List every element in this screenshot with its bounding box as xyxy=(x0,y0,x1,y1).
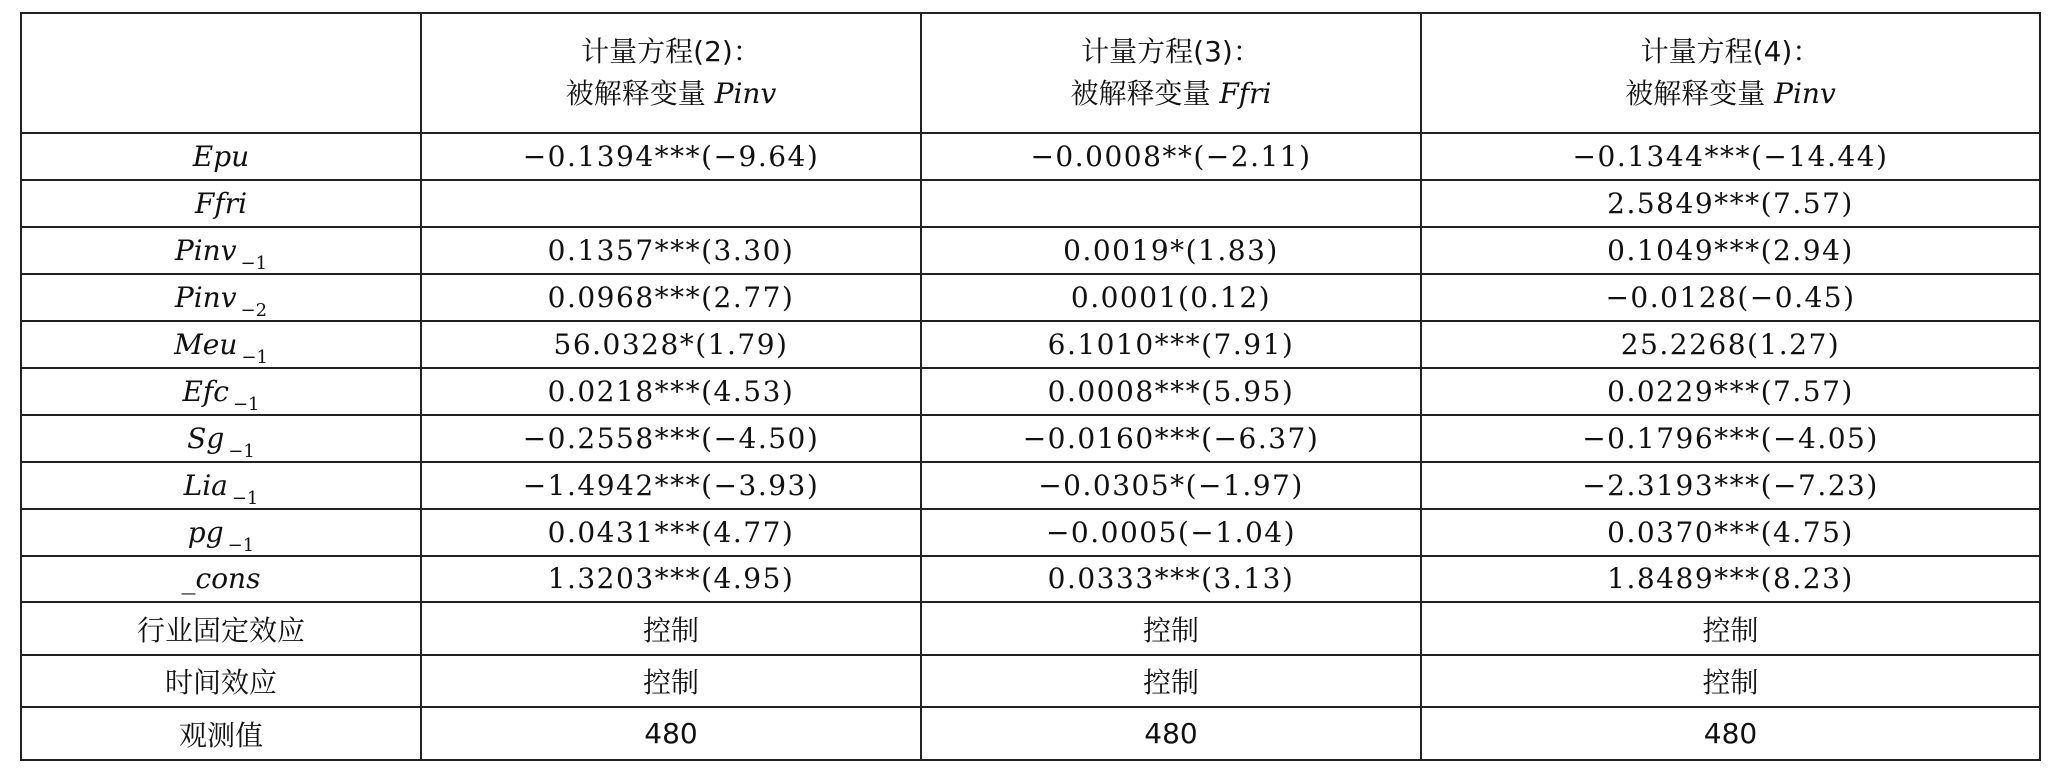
variable-lag-subscript: −1 xyxy=(227,534,255,556)
variable-lag-subscript: −1 xyxy=(241,346,268,368)
table-row xyxy=(21,462,2040,509)
coefficient-cell: −0.1796***(−4.05) xyxy=(1421,415,2040,462)
coefficient-cell: −0.0005(−1.04) xyxy=(921,509,1421,556)
coefficient-cell: 0.0019*(1.83) xyxy=(921,227,1421,274)
coefficient-cell: −0.1394***(−9.64) xyxy=(421,133,921,180)
variable-name: _cons xyxy=(181,562,261,596)
table-row xyxy=(21,180,2040,227)
variable-lag-subscript: −1 xyxy=(240,252,268,274)
table-row xyxy=(21,368,2040,415)
table-row xyxy=(21,321,2040,368)
coefficient-cell: −0.0128(−0.45) xyxy=(1421,274,2040,321)
coefficient-cell: −0.1344***(−14.44) xyxy=(1421,133,2040,180)
header-eq2-dep-var: Pinv xyxy=(714,76,777,110)
variable-cell xyxy=(21,321,421,368)
variable-cell xyxy=(21,368,421,415)
header-eq4-dependent xyxy=(1428,73,2033,115)
variable-lag-subscript: −1 xyxy=(228,440,255,462)
coefficient-cell: 6.1010***(7.91) xyxy=(921,321,1421,368)
footer-row xyxy=(21,707,2040,760)
footer-value-cell: 控制 xyxy=(921,602,1421,654)
table-row xyxy=(21,274,2040,321)
variable-lag-subscript: −1 xyxy=(232,393,260,415)
header-eq3-title: 计量方程(3)： xyxy=(1081,34,1261,68)
coefficient-cell: 0.0218***(4.53) xyxy=(421,368,921,415)
coefficient-cell: 0.0431***(4.77) xyxy=(421,509,921,556)
coefficient-cell xyxy=(421,180,921,227)
coefficient-cell: 0.0001(0.12) xyxy=(921,274,1421,321)
variable-name: Sg xyxy=(187,421,225,455)
coefficient-cell xyxy=(921,180,1421,227)
header-eq3-dep-var: Ffri xyxy=(1219,76,1272,110)
variable-lag-subscript: −1 xyxy=(231,487,259,509)
header-cell-empty xyxy=(21,13,421,133)
coefficient-cell: 0.0968***(2.77) xyxy=(421,274,921,321)
coefficient-cell: 0.1049***(2.94) xyxy=(1421,227,2040,274)
coefficient-cell: 0.0333***(3.13) xyxy=(921,556,1421,603)
coefficient-cell: 1.8489***(8.23) xyxy=(1421,556,2040,603)
footer-value-cell: 控制 xyxy=(1421,602,2040,654)
variable-cell xyxy=(21,274,421,321)
coefficient-cell: 56.0328*(1.79) xyxy=(421,321,921,368)
variable-cell xyxy=(21,415,421,462)
variable-cell xyxy=(21,556,421,603)
variable-cell xyxy=(21,180,421,227)
table-row xyxy=(21,227,2040,274)
header-cell-eq4 xyxy=(1421,13,2040,133)
coefficient-cell: 0.1357***(3.30) xyxy=(421,227,921,274)
variable-name: Pinv xyxy=(174,233,237,267)
regression-table xyxy=(20,12,2041,761)
header-eq2-dep-label: 被解释变量 xyxy=(565,76,715,110)
variable-name: pg xyxy=(187,515,224,549)
header-eq4-title: 计量方程(4)： xyxy=(1640,34,1821,68)
footer-value-cell: 控制 xyxy=(421,655,921,707)
variable-name: Efc xyxy=(182,374,229,408)
footer-value-cell: 480 xyxy=(421,707,921,760)
header-eq4-dep-var: Pinv xyxy=(1774,76,1836,110)
header-eq3-dep-label: 被解释变量 xyxy=(1070,76,1220,110)
footer-value-cell: 控制 xyxy=(1421,655,2040,707)
header-eq2-title: 计量方程(2)： xyxy=(581,34,761,68)
table-row xyxy=(21,556,2040,603)
coefficient-cell: 2.5849***(7.57) xyxy=(1421,180,2040,227)
coefficient-cell: 0.0370***(4.75) xyxy=(1421,509,2040,556)
variable-name: Pinv xyxy=(174,280,237,314)
footer-value-cell: 控制 xyxy=(421,602,921,654)
footer-label-cell: 观测值 xyxy=(21,707,421,760)
regression-table-body xyxy=(21,13,2040,760)
table-row xyxy=(21,509,2040,556)
header-cell-eq3 xyxy=(921,13,1421,133)
footer-row xyxy=(21,602,2040,654)
footer-value-cell: 480 xyxy=(1421,707,2040,760)
footer-value-cell: 480 xyxy=(921,707,1421,760)
header-eq4-dep-label: 被解释变量 xyxy=(1625,76,1775,110)
coefficient-cell: −2.3193***(−7.23) xyxy=(1421,462,2040,509)
header-eq2-dependent xyxy=(428,73,914,115)
footer-label-cell: 行业固定效应 xyxy=(21,602,421,654)
variable-cell xyxy=(21,133,421,180)
table-row xyxy=(21,133,2040,180)
footer-value-cell: 控制 xyxy=(921,655,1421,707)
variable-name: Meu xyxy=(174,327,238,361)
variable-cell xyxy=(21,509,421,556)
header-cell-eq2 xyxy=(421,13,921,133)
header-eq3-dependent xyxy=(928,73,1414,115)
coefficient-cell: −0.0008**(−2.11) xyxy=(921,133,1421,180)
coefficient-cell: −1.4942***(−3.93) xyxy=(421,462,921,509)
coefficient-cell: 0.0229***(7.57) xyxy=(1421,368,2040,415)
variable-name: Lia xyxy=(183,468,228,502)
variable-cell xyxy=(21,462,421,509)
coefficient-cell: 1.3203***(4.95) xyxy=(421,556,921,603)
coefficient-cell: −0.0160***(−6.37) xyxy=(921,415,1421,462)
footer-label-cell: 时间效应 xyxy=(21,655,421,707)
coefficient-cell: 0.0008***(5.95) xyxy=(921,368,1421,415)
variable-cell xyxy=(21,227,421,274)
coefficient-cell: −0.2558***(−4.50) xyxy=(421,415,921,462)
coefficient-cell: 25.2268(1.27) xyxy=(1421,321,2040,368)
variable-name: Ffri xyxy=(194,186,248,220)
variable-name: Epu xyxy=(192,139,250,173)
table-row xyxy=(21,415,2040,462)
coefficient-cell: −0.0305*(−1.97) xyxy=(921,462,1421,509)
variable-lag-subscript: −2 xyxy=(240,299,268,321)
header-row xyxy=(21,13,2040,133)
footer-row xyxy=(21,655,2040,707)
